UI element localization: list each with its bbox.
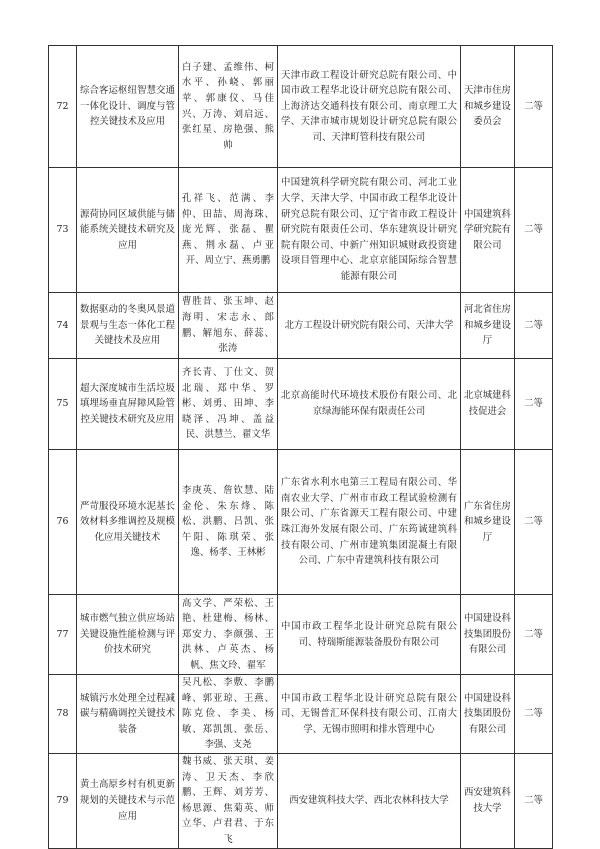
table-row xyxy=(49,450,553,595)
nominating-unit: 河北省住房和城乡建设厅 xyxy=(461,293,515,359)
award-grade: 二等 xyxy=(515,675,553,754)
main-contributors: 魏书威、张天琪、姜涛、卫天杰、李欣鹏、王辉、刘芳芳、杨思源、焦菊英、师立华、卢君君、于东飞 xyxy=(179,753,278,848)
row-number: 76 xyxy=(49,450,77,595)
nominating-unit: 中国建筑科学研究院有限公司 xyxy=(461,168,515,293)
project-name: 城市燃气独立供应场站关键设施性能检测与评价技术研究 xyxy=(77,595,179,675)
nominating-unit: 广东省住房和城乡建设厅 xyxy=(461,450,515,595)
project-name: 综合客运枢纽智慧交通一体化设计、调度与管控关键技术及应用 xyxy=(77,46,179,168)
completing-units: 西安建筑科技大学、西北农林科技大学 xyxy=(278,753,461,848)
table-row xyxy=(49,293,553,359)
main-contributors: 李庚英、詹钦慧、陆金伦、朱东烽、陈松、洪鹏、吕凯、张午阳、陈琪荣、张逸、杨孝、王林彬 xyxy=(179,450,278,595)
completing-units: 天津市政工程设计研究总院有限公司、中国市政工程华北设计研究总院有限公司、上海济达交通科技有限公司、南京理工大学、天津市城市规划设计研究总院有限公司、天津町管科技有限公司 xyxy=(278,46,461,168)
completing-units: 中国市政工程华北设计研究总院有限公司、特瑞斯能源装备股份有限公司 xyxy=(278,595,461,675)
nominating-unit: 北京城建科技促进会 xyxy=(461,359,515,450)
table-row xyxy=(49,675,553,754)
award-grade: 二等 xyxy=(515,450,553,595)
completing-units: 中国建筑科学研究院有限公司、河北工业大学、天津大学、中国市政工程华北设计研究总院有限公司、辽宁省市政工程设计研究院有限责任公司、华东建筑设计研究院有限公司、中新广州知识城财政投资建设项目管理中心、北京京能国际综合智慧能源有限公司 xyxy=(278,168,461,293)
awards-table xyxy=(48,45,553,849)
table-row xyxy=(49,753,553,848)
project-name: 数据驱动的冬奥风景道景观与生态一体化工程关键技术及应用 xyxy=(77,293,179,359)
table-row xyxy=(49,595,553,675)
completing-units: 北京高能时代环境技术股份有限公司、北京绿海能环保有限责任公司 xyxy=(278,359,461,450)
project-name: 超大深度城市生活垃圾填埋场垂直屏障风险管控关键技术研究及应用 xyxy=(77,359,179,450)
nominating-unit: 中国建设科技集团股份有限公司 xyxy=(461,675,515,754)
table-row xyxy=(49,46,553,168)
row-number: 77 xyxy=(49,595,77,675)
completing-units: 中国市政工程华北设计研究总院有限公司、无锡普汇环保科技有限公司、江南大学、无锡市照明和排水管理中心 xyxy=(278,675,461,754)
award-grade: 二等 xyxy=(515,46,553,168)
project-name: 源荷协同区域供能与储能系统关键技术研究及应用 xyxy=(77,168,179,293)
nominating-unit: 天津市住房和城乡建设委员会 xyxy=(461,46,515,168)
row-number: 75 xyxy=(49,359,77,450)
award-grade: 二等 xyxy=(515,359,553,450)
table-row xyxy=(49,359,553,450)
row-number: 72 xyxy=(49,46,77,168)
nominating-unit: 西安建筑科技大学 xyxy=(461,753,515,848)
award-grade: 二等 xyxy=(515,168,553,293)
main-contributors: 齐长青、丁仕文、贺北瑞、郑中华、罗彬、刘勇、田坤、李晓泽、冯坤、盖益民、洪慧兰、翟文华 xyxy=(179,359,278,450)
completing-units: 北方工程设计研究院有限公司、天津大学 xyxy=(278,293,461,359)
row-number: 79 xyxy=(49,753,77,848)
award-grade: 二等 xyxy=(515,293,553,359)
table-row xyxy=(49,168,553,293)
nominating-unit: 中国建设科技集团股份有限公司 xyxy=(461,595,515,675)
row-number: 73 xyxy=(49,168,77,293)
main-contributors: 高文学、严荣松、王艳、杜建梅、杨林、郑安力、李颜强、王洪林、卢英杰、杨帆、焦文玲、翟军 xyxy=(179,595,278,675)
completing-units: 广东省水利水电第三工程局有限公司、华南农业大学、广州市市政工程试验检测有限公司、广东省源天工程有限公司、中建珠江海外发展有限公司、广东筠诚建筑科技有限公司、广州市建筑集团混凝土有限公司、广东中青建筑科技有限公司 xyxy=(278,450,461,595)
award-grade: 二等 xyxy=(515,595,553,675)
main-contributors: 孔祥飞、范满、李仲、田喆、周海珠、庞光辉、张磊、瞿燕、荆永磊、卢亚开、周立宁、燕勇鹏 xyxy=(179,168,278,293)
award-grade: 二等 xyxy=(515,753,553,848)
project-name: 严苛服役环境水泥基长效材料多维调控及规模化应用关键技术 xyxy=(77,450,179,595)
project-name: 黄土高原乡村有机更新规划的关键技术与示范应用 xyxy=(77,753,179,848)
row-number: 74 xyxy=(49,293,77,359)
main-contributors: 白子建、孟维伟、柯水平、孙峣、郭丽苹、郭康仪、马佳兴、万涛、刘启远、张红星、房艳强、熊帅 xyxy=(179,46,278,168)
row-number: 78 xyxy=(49,675,77,754)
project-name: 城镇污水处理全过程减碳与精确调控关键技术装备 xyxy=(77,675,179,754)
main-contributors: 吴凡松、李敷、李鹏峰、郭亚琼、王燕、陈克俭、李美、杨敏、郑凯凯、张岳、李强、支尧 xyxy=(179,675,278,754)
main-contributors: 曹胜昔、张玉坤、赵海明、宋志永、郎鹏、解旭东、薛蕊、张涛 xyxy=(179,293,278,359)
